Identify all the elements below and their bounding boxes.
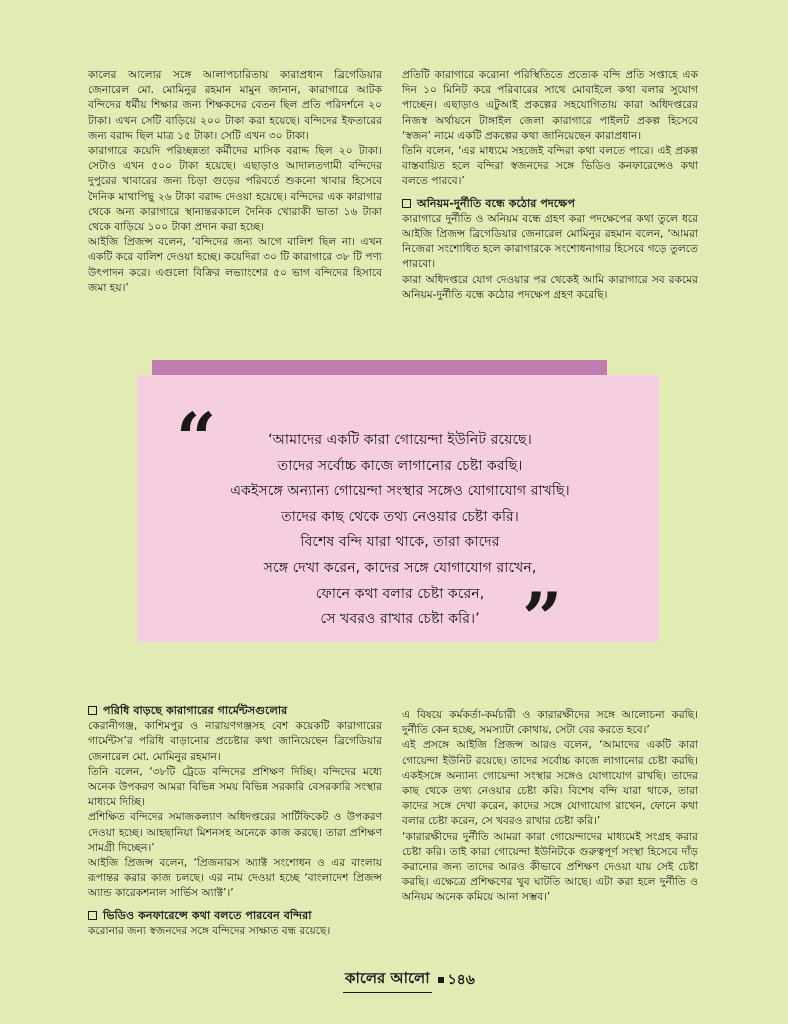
article-column-top-left — [88, 68, 382, 296]
paragraph: প্রশিক্ষিত বন্দিদের সমাজকল্যাণ অধিদপ্তরের সার্টিফিকেট ও উপকরণ দেওয়া হচ্ছে। আহছানিয়া মিশনসহ অনেকে কাজ করছে। তারা প্রশিক্ষণ সামগ্রী দিচ্ছেন।’ — [88, 811, 382, 854]
paragraph: কারা অধিদপ্তরে যোগ দেওয়ার পর থেকেই আমি কারাগারে সব রকমের অনিয়ম-দুর্নীতি বন্ধে কঠোর পদক্ষেপ গ্রহণ করেছি। — [402, 273, 698, 301]
article-column-top-right — [402, 68, 698, 303]
checkbox-bullet-icon — [88, 706, 97, 715]
quote-line: বিশেষ বন্দি যারা থাকে, তারা কাদের — [300, 534, 500, 551]
page-footer — [343, 967, 475, 993]
checkbox-bullet-icon — [402, 199, 411, 208]
open-quote-icon: “ — [176, 397, 217, 480]
magazine-logo: কালের আলো — [343, 967, 432, 993]
article-column-bottom-right — [402, 708, 698, 906]
section-heading-text: পরিধি বাড়ছে কারাগারের গার্মেন্টসগুলোর — [103, 704, 288, 717]
checkbox-bullet-icon — [88, 911, 97, 920]
quote-line: তাদের সর্বোচ্চ কাজে লাগানোর চেষ্টা করছি। — [277, 457, 523, 474]
page-number: ১৪৬ — [447, 972, 475, 988]
paragraph: প্রতিটি কারাগারে করোনা পরিস্থিতিতে প্রত্যেক বন্দি প্রতি সপ্তাহে এক দিন ১০ মিনিট করে পরিবারের সাথে মোবাইলে কথা বলার সুযোগ পাচ্ছেন। এছাড়াও এটুআই প্রকল্পের সহযোগিতায় কারা অধিদপ্তরের নিজস্ব অর্থায়নে টাঙ্গাইল জেলা কারাগারে পাইলট প্রকল্প হিসেবে ‘স্বজন’ নামে একটি প্রকল্পের কথা জানিয়েছেন কারাপ্রধান। — [402, 69, 698, 142]
paragraph: তিনি বলেন, ‘এর মাধ্যমে সহজেই বন্দিরা কথা বলতে পারে। এই প্রকল্প বাস্তবায়িত হলে বন্দিরা স্বজনদের সঙ্গে ভিডিও কনফারেন্সেও কথা বলতে পারবে।’ — [402, 145, 698, 188]
quote-line: একইসঙ্গে অন্যান্য গোয়েন্দা সংস্থার সঙ্গেও যোগাযোগ রাখছি। — [230, 483, 570, 500]
separator-square-icon — [438, 977, 444, 983]
paragraph: আইজি প্রিজন্স বলেন, ‘বন্দিদের জন্য আগে বালিশ ছিল না। এখন একটি করে বালিশ দেওয়া হচ্ছে। কয়েদিরা ৩০ টি কারাগারে ৩৮ টি পণ্য উৎপাদন করে। এগুলো বিক্রির লভ্যাংশের ৫০ ভাগ বন্দিদের হিসাবে জমা হয়।’ — [88, 236, 382, 294]
section-heading — [402, 196, 698, 211]
quote-line: তাদের কাছ থেকে তথ্য নেওয়ার চেষ্টা করি। — [281, 508, 519, 525]
section-heading-text: ভিডিও কনফারেন্সে কথা বলতে পারবেন বন্দিরা — [103, 908, 312, 922]
paragraph: কারাগারে কয়েদি পরিচ্ছন্নতা কর্মীদের মাসিক বরাদ্দ ছিল ২০ টাকা। সেটাও এখন ৫০০ টাকা হয়েছে। এছাড়াও আদালতগামী বন্দিদের দুপুরের খাবারের জন্য চিড়া গুড়ের পরিবর্তে শুকনো খাবার হিসেবে দৈনিক মাথাপিছু ২৬ টাকা বরাদ্দ দেওয়া হয়েছে। বন্দিদের এক কারাগার থেকে অন্য কারাগারে স্থানান্তরকালে দৈনিক খোরাকী ভাতা ১৬ টাকা থেকে বাড়িয়ে ১০০ টাকা প্রদান করা হচ্ছে। — [88, 145, 382, 234]
section-heading-text: অনিয়ম-দুর্নীতি বন্ধে কঠোর পদক্ষেপ — [417, 196, 575, 210]
quote-line: ‘আমাদের একটি কারা গোয়েন্দা ইউনিট রয়েছে। — [268, 432, 532, 448]
section-heading — [88, 908, 382, 923]
paragraph: করোনার জন্য স্বজনদের সঙ্গে বন্দিদের সাক্ষাত বন্ধ রয়েছে। — [88, 924, 331, 937]
paragraph: কেরানীগঞ্জ, কাশিমপুর ও নারায়ণগঞ্জসহ বেশ কয়েকটি কারাগারের গার্মেন্টস’র পরিধি বাড়ানোর প্রচেষ্টার কথা জানিয়েছেন ব্রিগেডিয়ার জেনারেল মো. মোমিনুর রহমান। — [88, 720, 382, 763]
paragraph: কালের আলোর সঙ্গে আলাপচারিতায় কারাপ্রধান ব্রিগেডিয়ার জেনারেল মো. মোমিনুর রহমান মামুন জানান, কারাগারে আটক বন্দিদের ধর্মীয় শিক্ষার জন্য শিক্ষকদের বেতন ছিল প্রতি পরিদর্শনে ২০ টাকা। এখন সেটি বাড়িয়ে ২০০ টাকা করা হয়েছে। বন্দিদের ইফতারের জন্য বরাদ্দ ছিল মাত্র ১৫ টাকা। সেটি এখন ৩০ টাকা। — [88, 69, 382, 142]
quote-line: ফোনে কথা বলার চেষ্টা করেন, — [315, 585, 485, 602]
quote-line: সঙ্গে দেখা করেন, কাদের সঙ্গে যোগাযোগ রাখেন, — [263, 559, 537, 576]
paragraph: তিনি বলেন, ‘৩৮টি ট্রেডে বন্দিদের প্রশিক্ষণ দিচ্ছি। বন্দিদের মধ্যে অনেক উপকরণ আমরা বিভিন্ন সময় বিভিন্ন সরকারি বেসরকারি সংস্থার মাধ্যমে দিচ্ছি। — [88, 765, 382, 809]
close-quote-icon: ” — [522, 577, 563, 660]
quote-line: সে খবরও রাখার চেষ্টা করি।’ — [320, 611, 480, 628]
paragraph: কারাগারে দুর্নীতি ও অনিয়ম বন্ধে গ্রহণ করা পদক্ষেপের কথা তুলে ধরে আইজি প্রিজন্স ব্রিগেডিয়ার জেনারেল মোমিনুর রহমান বলেন, ‘আমরা নিজেরা সংশোধিত হলে কারাগারকে সংশোধনাগার হিসেবে গড়ে তুলতে পারবো। — [402, 212, 698, 271]
article-column-bottom-left — [88, 703, 382, 939]
paragraph: ‘কারারক্ষীদের দুর্নীতি আমরা কারা গোয়েন্দাদের মাধ্যমেই সংগ্রহ করার চেষ্টা করি। তাই কারা গোয়েন্দা ইউনিটকে গুরুত্বপূর্ণ সংস্থা হিসেবে দাঁড় করানোর জন্য তাদের আরও কীভাবে প্রশিক্ষণ দেওয়া যায় সেই চেষ্টা করছি। এক্ষেত্রে প্রশিক্ষণের খুব ঘাটতি আছে। এটা করা হলে দুর্নীতি ও অনিয়ম অনেক কমিয়ে আনা সম্ভব।’ — [402, 830, 698, 904]
paragraph: আইজি প্রিজন্স বলেন, ‘প্রিজনারস অ্যাক্ট সংশোধন ও এর বাংলায় রূপান্তর করার কাজ চলছে। এর নাম দেওয়া হচ্ছে ‘বাংলাদেশ প্রিজন্স অ্যান্ড কারেকশনাল সার্ভিস অ্যাক্ট’।’ — [88, 857, 382, 900]
section-heading — [88, 703, 382, 718]
paragraph: এ বিষয়ে কর্মকর্তা-কর্মচারী ও কারারক্ষীদের সঙ্গে আলোচনা করছি। দুর্নীতি কেন হচ্ছে, সমস্যাটা কোথায়, সেটা বের করতে হবে।’ — [402, 709, 698, 737]
paragraph: এই প্রসঙ্গে আইজি প্রিজন্স আরও বলেন, ‘আমাদের একটি কারা গোয়েন্দা ইউনিট রয়েছে। তাদের সর্বোচ্চ কাজে লাগানোর চেষ্টা করছি। একইসঙ্গে অন্যান্য গোয়েন্দা সংস্থার সঙ্গেও যোগাযোগ রাখছি। তাদের কাছ থেকে তথ্য নেওয়ার চেষ্টা করি। বিশেষ বন্দি যারা থাকে, তারা কাদের সঙ্গে দেখা করেন, কাদের সঙ্গে যোগাযোগ রাখেন, ফোনে কথা বলার চেষ্টা করেন, সে খবরও রাখার চেষ্টা করি।’ — [402, 739, 698, 828]
